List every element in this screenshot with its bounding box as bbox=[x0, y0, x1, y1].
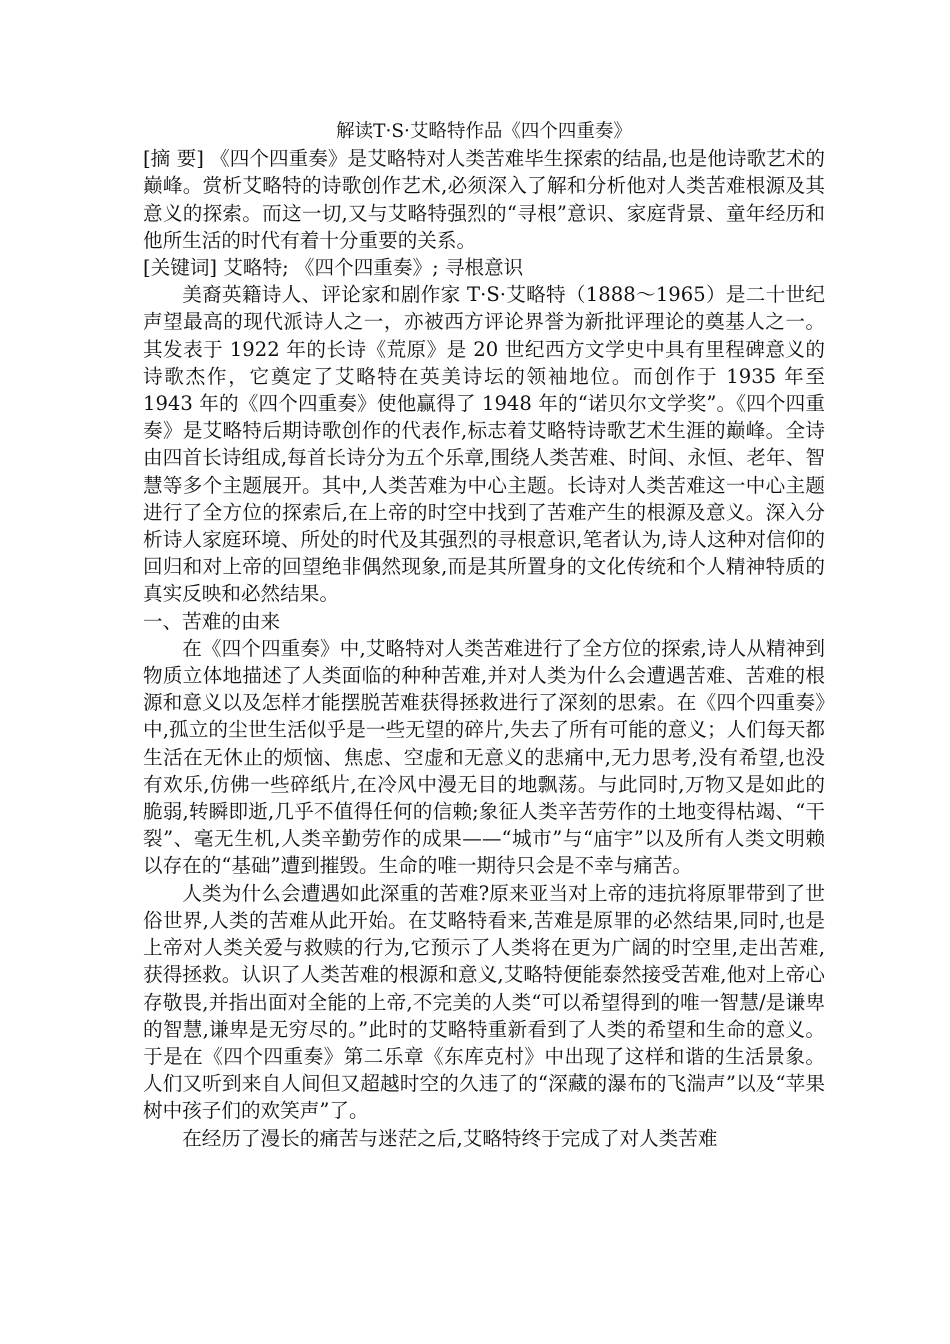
intro-paragraph: 美裔英籍诗人、评论家和剧作家 T·S·艾略特（1888～1965）是二十世纪声望最高的现代派诗人之一，亦被西方评论界誉为新批评理论的奠基人之一。其发表于 1922 年的长诗《荒原》是 20 世纪西方文学史中具有里程碑意义的诗歌杰作，它奠定了艾略特在英美诗坛的领袖地位。而创作于 1935 年至 1943 年的《四个四重奏》使他赢得了 1948 年的“诺贝尔文学奖”。《四个四重奏》是艾略特后期诗歌创作的代表作,标志着艾略特诗歌艺术生涯的巅峰。全诗由四首长诗组成,每首长诗分为五个乐章,围绕人类苦难、时间、永恒、老年、智慧等多个主题展开。其中,人类苦难为中心主题。长诗对人类苦难这一中心主题进行了全方位的探索后,在上帝的时空中找到了苦难产生的根源及意义。深入分析诗人家庭环境、所处的时代及其强烈的寻根意识,笔者认为,诗人这种对信仰的回归和对上帝的回望绝非偶然现象,而是其所置身的文化传统和个人精神特质的真实反映和必然结果。 bbox=[143, 283, 825, 606]
body-paragraph-2: 人类为什么会遭遇如此深重的苦难?原来亚当对上帝的违抗将原罪带到了世俗世界,人类的苦难从此开始。在艾略特看来,苦难是原罪的必然结果,同时,也是上帝对人类关爱与救赎的行为,它预示了人类将在更为广阔的时空里,走出苦难,获得拯救。认识了人类苦难的根源和意义,艾略特便能泰然接受苦难,他对上帝心存敬畏,并指出面对全能的上帝,不完美的人类“可以希望得到的唯一智慧/是谦卑的智慧,谦卑是无穷尽的。”此时的艾略特重新看到了人类的希望和生命的意义。于是在《四个四重奏》第二乐章《东库克村》中出现了这样和谐的生活景象。人们又听到来自人间但又超越时空的久违了的“深藏的瀑布的飞湍声”以及“苹果树中孩子们的欢笑声”了。 bbox=[143, 881, 825, 1123]
document-title: 解读T·S·艾略特作品《四个四重奏》 bbox=[336, 121, 632, 142]
abstract-paragraph: [摘 要] 《四个四重奏》是艾略特对人类苦难毕生探索的结晶,也是他诗歌艺术的巅峰。赏析艾略特的诗歌创作艺术,必须深入了解和分析他对人类苦难根源及其意义的探索。而这一切,又与艾略特强烈的“寻根”意识、家庭背景、童年经历和他所生活的时代有着十分重要的关系。 bbox=[143, 147, 825, 252]
keywords-line: [关键词] 艾略特; 《四个四重奏》; 寻根意识 bbox=[143, 256, 524, 280]
document-page bbox=[143, 118, 825, 1152]
section-heading: 一、苦难的由来 bbox=[143, 609, 281, 633]
body-paragraph-1: 在《四个四重奏》中,艾略特对人类苦难进行了全方位的探索,诗人从精神到物质立体地描述了人类面临的种种苦难,并对人类为什么会遭遇苦难、苦难的根源和意义以及怎样才能摆脱苦难获得拯救进行了深刻的思索。在《四个四重奏》中,孤立的尘世生活似乎是一些无望的碎片,失去了所有可能的意义；人们每天都生活在无休止的烦恼、焦虑、空虚和无意义的悲痛中,无力思考,没有希望,也没有欢乐,仿佛一些碎纸片,在冷风中漫无目的地飘荡。与此同时,万物又是如此的脆弱,转瞬即逝,几乎不值得任何的信赖;象征人类辛苦劳作的土地变得枯竭、“干裂”、毫无生机,人类辛勤劳作的成果——“城市”与“庙宇”以及所有人类文明赖以存在的“基础”遭到摧毁。生命的唯一期待只会是不幸与痛苦。 bbox=[143, 636, 825, 878]
body-paragraph-3: 在经历了漫长的痛苦与迷茫之后,艾略特终于完成了对人类苦难 bbox=[182, 1126, 718, 1150]
